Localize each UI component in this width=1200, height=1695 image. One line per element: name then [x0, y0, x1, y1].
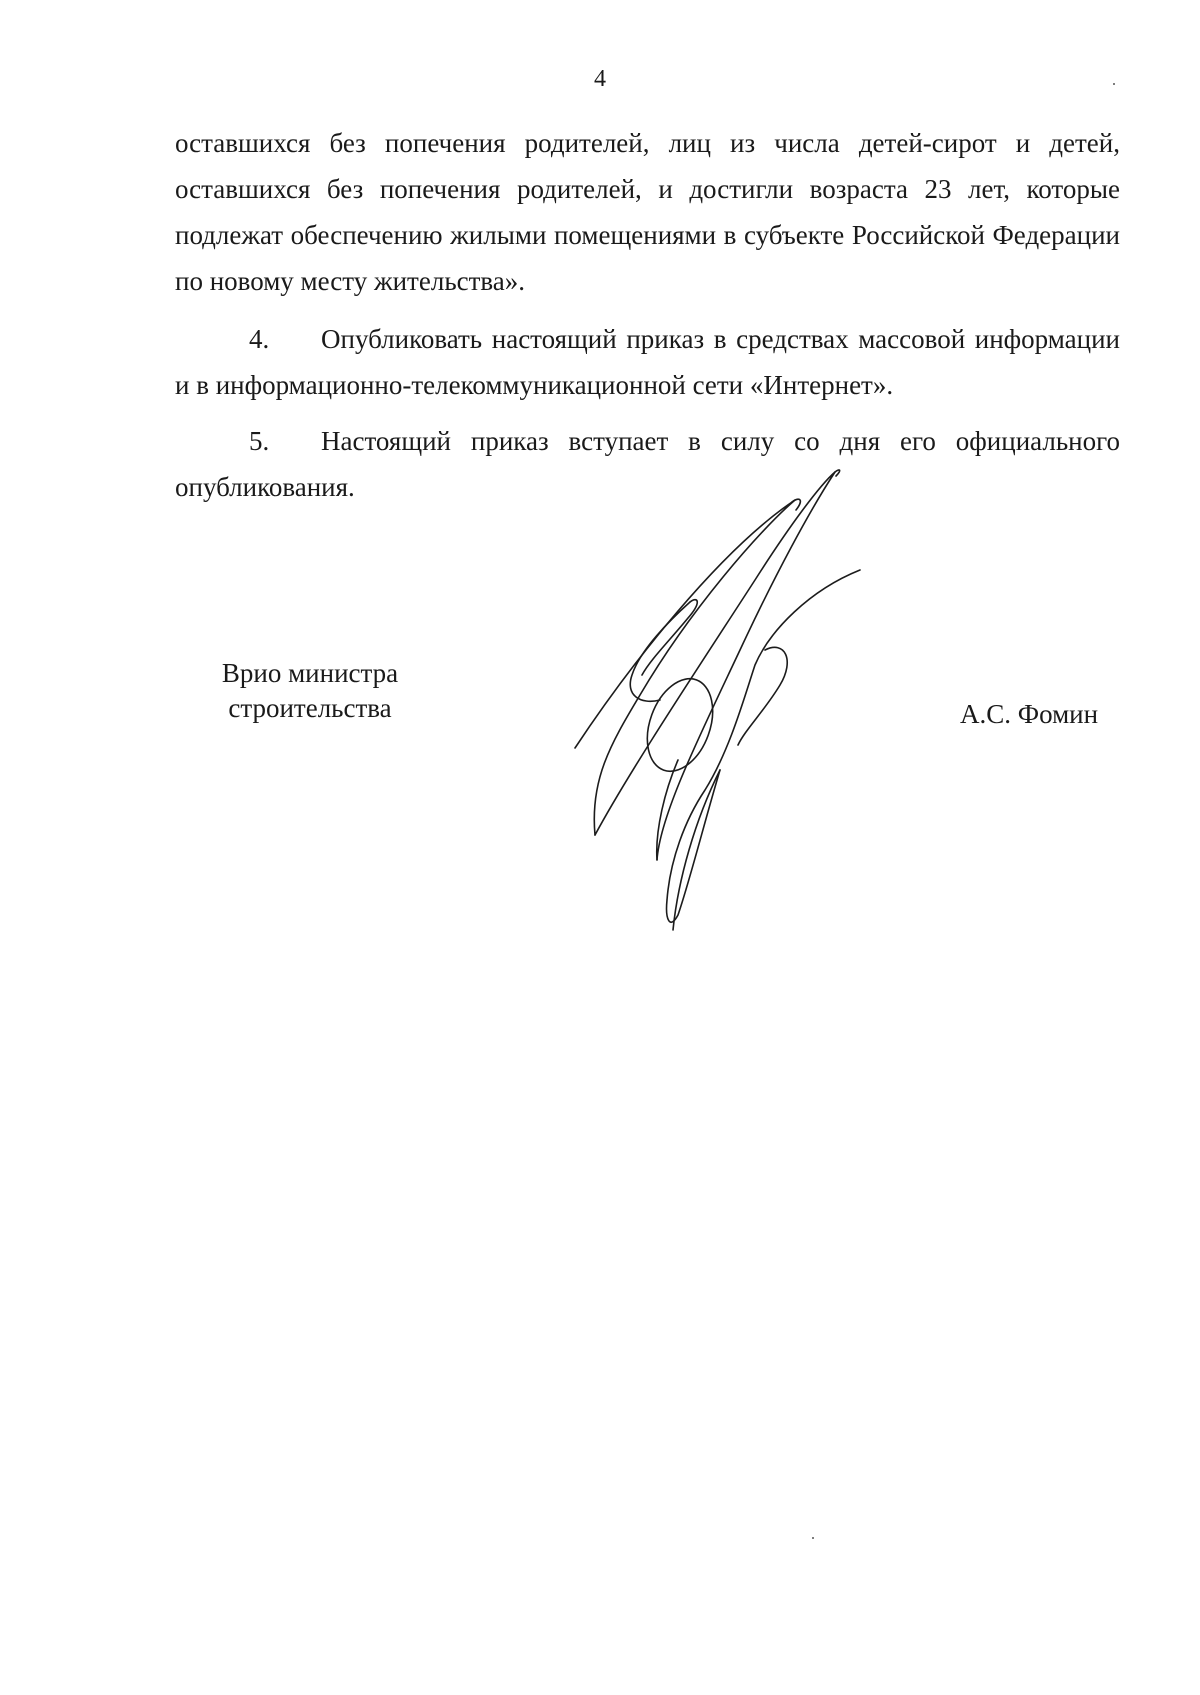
signer-position-line-1: Врио министра: [221, 658, 399, 688]
scan-speck: [1113, 83, 1115, 85]
handwritten-signature: [570, 460, 900, 950]
item-4-text: Опубликовать настоящий приказ в средствах массовой информации и в информационно-телекоммуникационной сети «Интернет».: [175, 324, 1120, 400]
page-number: 4: [594, 66, 606, 92]
signer-position-line-2: строительства: [228, 693, 392, 723]
signer-name: А.С. Фомин: [960, 699, 1099, 729]
paragraph-continuation: [175, 120, 1120, 304]
paragraph-item-4: [175, 316, 1120, 408]
scan-speck: [812, 1537, 814, 1539]
item-4-number: 4.: [249, 324, 270, 354]
item-5-text: Настоящий приказ вступает в силу со дня его официального опубликования.: [175, 426, 1120, 502]
signer-position: [190, 656, 430, 726]
paragraph-continuation-text: оставшихся без попечения родителей, лиц из числа детей-сирот и детей, оставшихся без попечения родителей, и достигли возраста 23 лет, которые подлежат обеспечению жилыми помещениями в субъекте Российской Федерации по новому месту жительства».: [175, 128, 1120, 296]
item-5-number: 5.: [249, 426, 270, 456]
